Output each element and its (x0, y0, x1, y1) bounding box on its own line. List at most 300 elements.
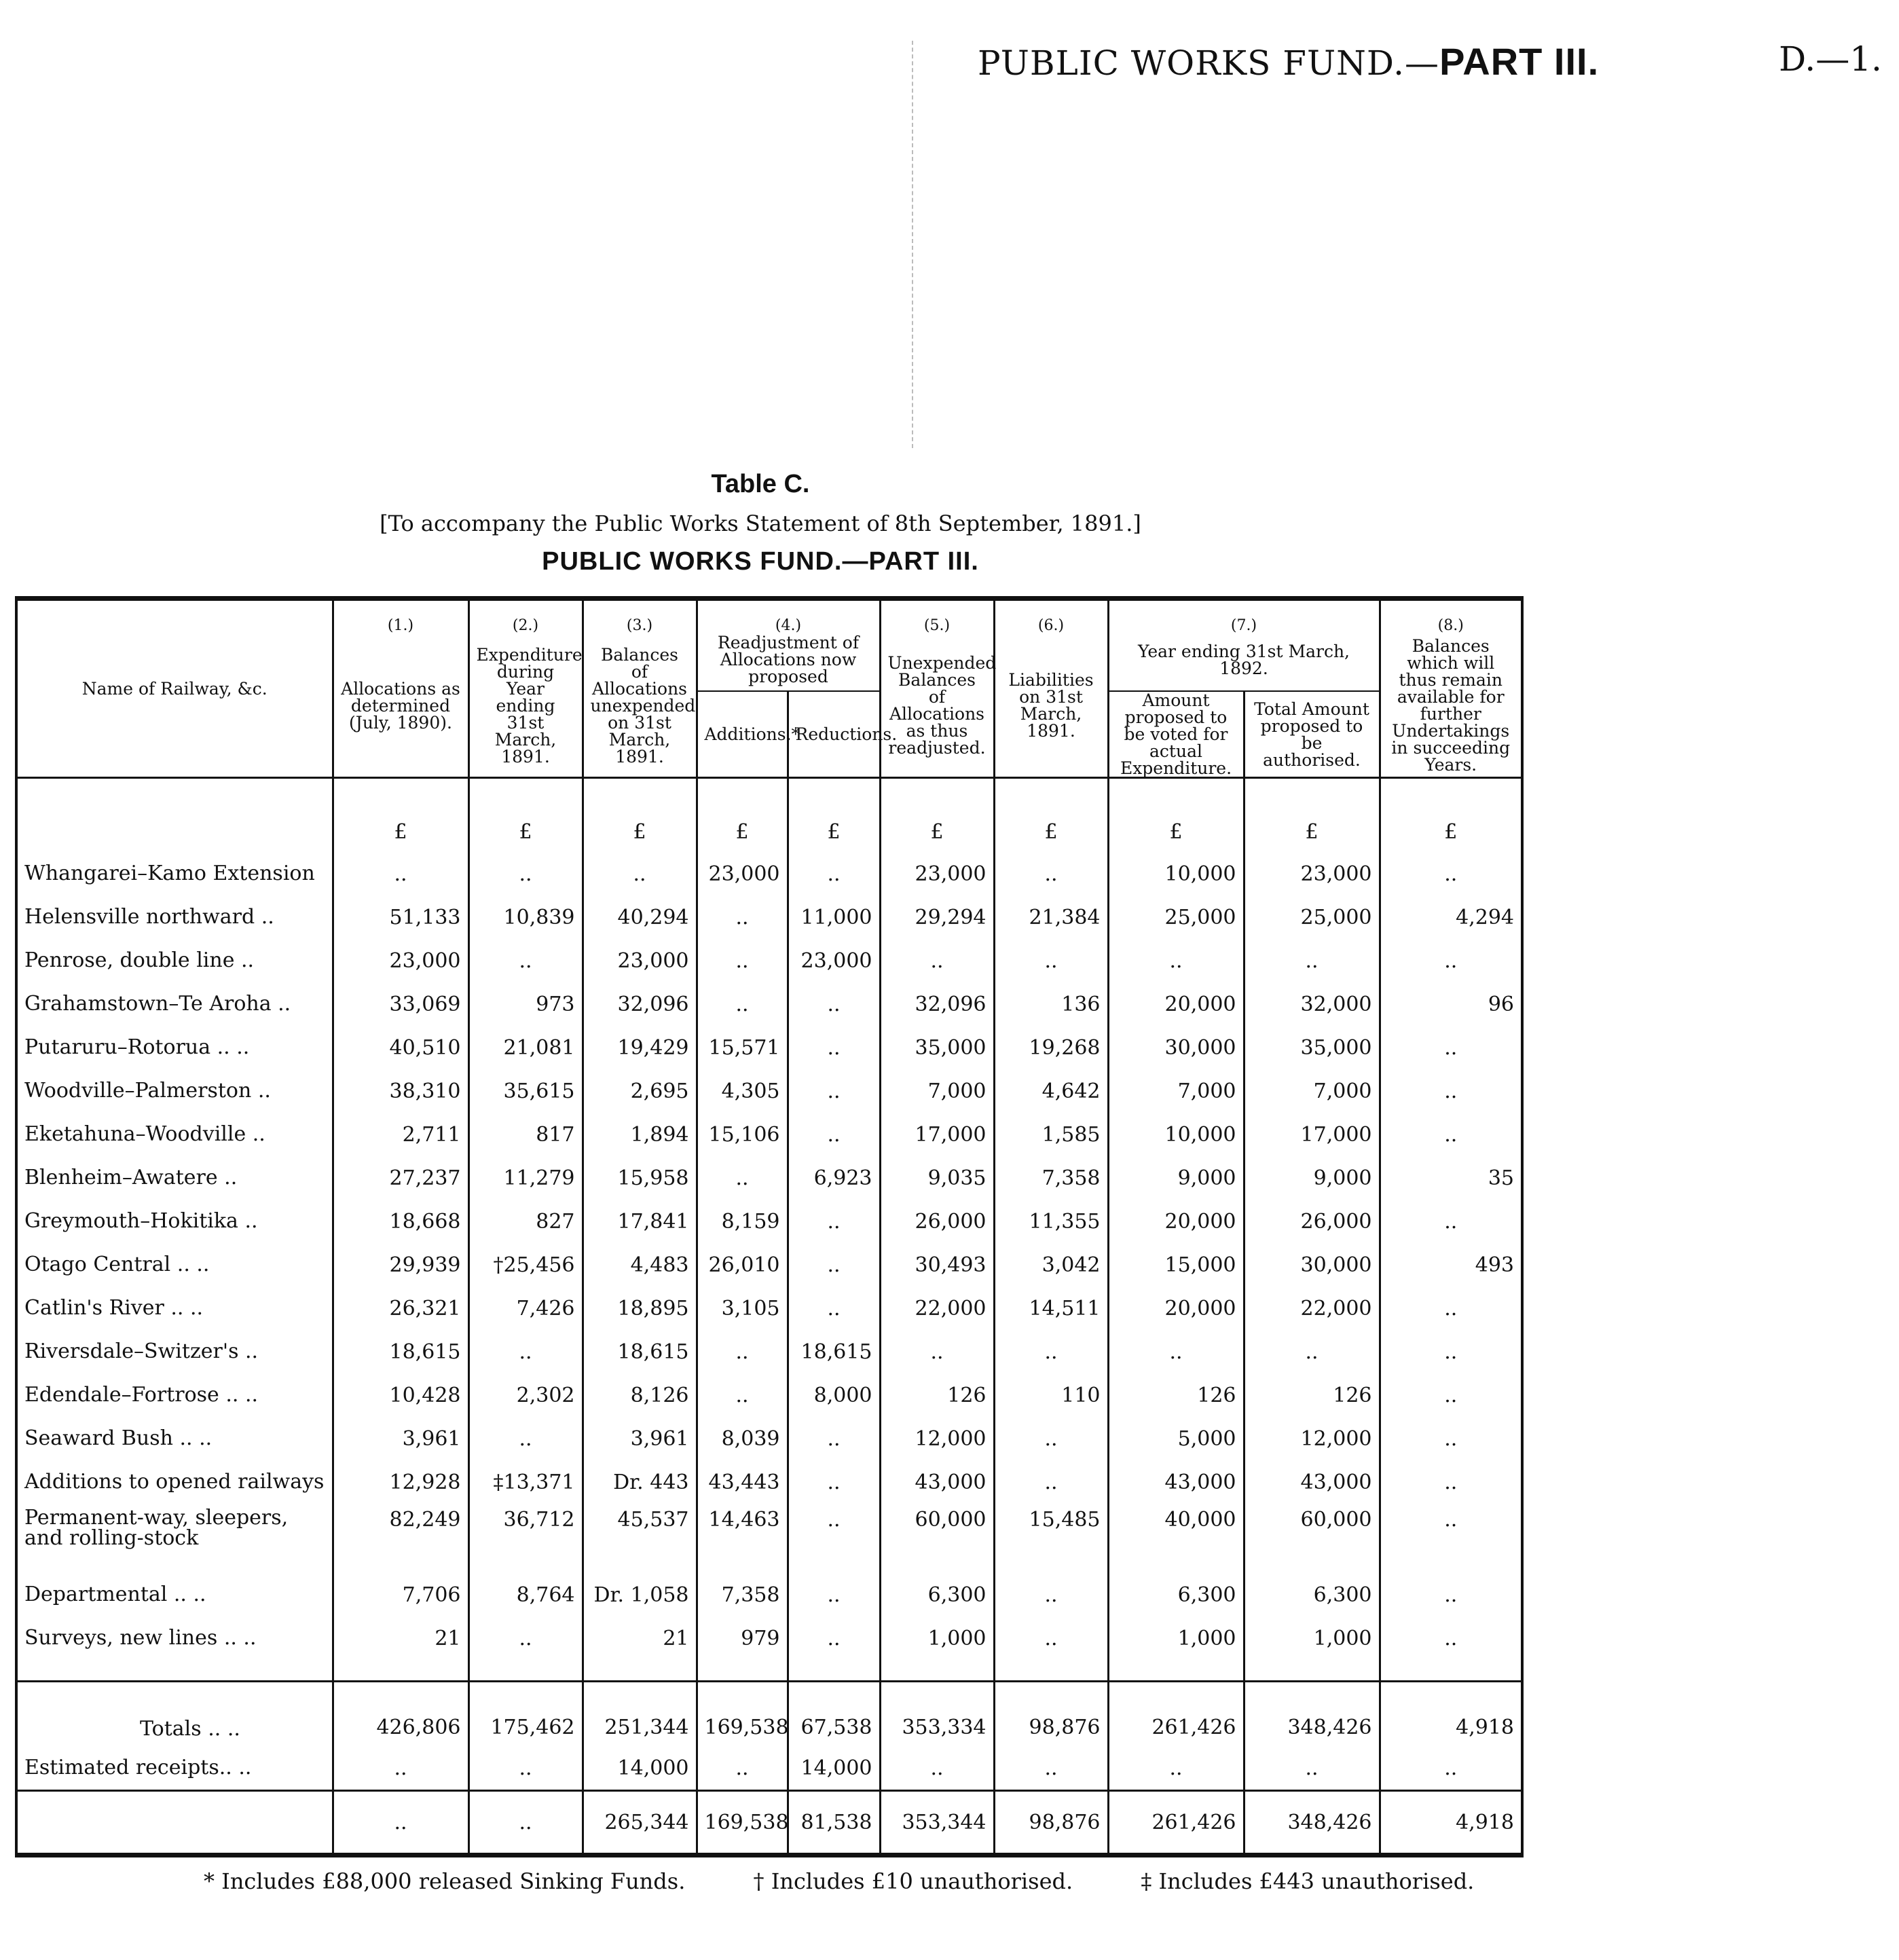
cell-c2: 10,839 (468, 895, 583, 939)
cell-c7a: 1,000 (1108, 1616, 1244, 1660)
cell-c1: 18,615 (333, 1330, 468, 1373)
cell-c1: 51,133 (333, 895, 468, 939)
cell-c8: .. (1380, 1330, 1522, 1373)
cell-c4b: 6,923 (788, 1156, 880, 1200)
railway-name: Permanent-way, sleepers, and rolling-stock (16, 1504, 333, 1573)
cell-c3: 32,096 (583, 982, 697, 1026)
estimated-c6: .. (994, 1746, 1108, 1791)
cell-c6: 3,042 (994, 1243, 1108, 1287)
grand-c2: .. (468, 1791, 583, 1855)
grand-label-blank (16, 1791, 333, 1855)
cell-c2: 8,764 (468, 1573, 583, 1616)
cell-c5: 17,000 (880, 1113, 994, 1156)
spacer-cell (697, 1660, 788, 1682)
cell-c8: .. (1380, 852, 1522, 895)
cell-c7a: 7,000 (1108, 1069, 1244, 1113)
table-subtitle: [To accompany the Public Works Statement of 8th September, 1891.] (380, 511, 1141, 536)
cell-c2: 36,712 (468, 1504, 583, 1573)
cell-c1: 33,069 (333, 982, 468, 1026)
cell-c3: Dr. 443 (583, 1460, 697, 1504)
cell-c6: 136 (994, 982, 1108, 1026)
spacer-cell (994, 1660, 1108, 1682)
table-row (16, 1504, 1522, 1573)
cell-c2: .. (468, 852, 583, 895)
cell-c7b: 23,000 (1244, 852, 1380, 895)
cell-c2: ‡13,371 (468, 1460, 583, 1504)
railway-name: Helensville northward .. (16, 895, 333, 939)
cell-c5: 23,000 (880, 852, 994, 895)
table-row (16, 939, 1522, 982)
cell-c8: 96 (1380, 982, 1522, 1026)
railway-name: Departmental .. .. (16, 1573, 333, 1616)
col5-number: (5.) (880, 599, 994, 635)
cell-c3: 4,483 (583, 1243, 697, 1287)
cell-c1: 82,249 (333, 1504, 468, 1573)
cell-c6: .. (994, 852, 1108, 895)
col8-number: (8.) (1380, 599, 1522, 635)
running-head (978, 39, 1599, 84)
cell-c7b: .. (1244, 939, 1380, 982)
col-header-amount-voted: Amount proposed to be voted for actual Expenditure. (1108, 691, 1244, 778)
table-row (16, 1156, 1522, 1200)
cell-c5: 32,096 (880, 982, 994, 1026)
estimated-c5: .. (880, 1746, 994, 1791)
cell-c4a: 8,159 (697, 1200, 788, 1243)
cell-c8: .. (1380, 1504, 1522, 1573)
footnote-dagger: † Includes £10 unauthorised. (753, 1868, 1073, 1894)
cell-c7a: .. (1108, 939, 1244, 982)
allocations-table (15, 596, 1524, 1857)
table-wrapper (15, 596, 1521, 1857)
col-header-liabilities: Liabilities on 31st March, 1891. (994, 634, 1108, 778)
grand-c4a: 169,538 (697, 1791, 788, 1855)
totals-c7a: 261,426 (1108, 1682, 1244, 1747)
unit-symbol: £ (697, 778, 788, 853)
cell-c4a: .. (697, 895, 788, 939)
cell-c8: .. (1380, 1200, 1522, 1243)
cell-c5: 29,294 (880, 895, 994, 939)
cell-c7a: 5,000 (1108, 1417, 1244, 1460)
cell-c8: .. (1380, 1460, 1522, 1504)
cell-c7a: 40,000 (1108, 1504, 1244, 1573)
cell-c7a: 30,000 (1108, 1026, 1244, 1069)
table-row (16, 1373, 1522, 1417)
cell-c7a: 6,300 (1108, 1573, 1244, 1616)
cell-c2: †25,456 (468, 1243, 583, 1287)
cell-c6: .. (994, 1460, 1108, 1504)
cell-c5: .. (880, 1330, 994, 1373)
table-row (16, 1243, 1522, 1287)
cell-c2: .. (468, 1616, 583, 1660)
cell-c6: 14,511 (994, 1287, 1108, 1330)
cell-c2: 817 (468, 1113, 583, 1156)
cell-c7b: 126 (1244, 1373, 1380, 1417)
col1-number: (1.) (333, 599, 468, 635)
units-row (16, 778, 1522, 853)
cell-c3: .. (583, 852, 697, 895)
cell-c7b: 6,300 (1244, 1573, 1380, 1616)
table-row (16, 982, 1522, 1026)
col-header-total-authorised: Total Amount proposed to be authorised. (1244, 691, 1380, 778)
spacer-cell (788, 1660, 880, 1682)
cell-c1: 10,428 (333, 1373, 468, 1417)
col7-number: (7.) (1108, 599, 1380, 635)
cell-c5: 30,493 (880, 1243, 994, 1287)
cell-c2: 2,302 (468, 1373, 583, 1417)
cell-c8: .. (1380, 1373, 1522, 1417)
cell-c8: .. (1380, 939, 1522, 982)
railway-name: Greymouth–Hokitika .. (16, 1200, 333, 1243)
cell-c4b: .. (788, 1616, 880, 1660)
unit-symbol: £ (333, 778, 468, 853)
unit-symbol: £ (788, 778, 880, 853)
cell-c5: 7,000 (880, 1069, 994, 1113)
table-row (16, 895, 1522, 939)
cell-c7b: 9,000 (1244, 1156, 1380, 1200)
running-title: PUBLIC WORKS FUND.— (978, 43, 1440, 83)
page-code: D.—1. (1779, 39, 1882, 79)
unit-symbol: £ (880, 778, 994, 853)
table-title: Table C. (711, 470, 810, 498)
cell-c2: 35,615 (468, 1069, 583, 1113)
cell-c4a: .. (697, 1156, 788, 1200)
table-heading: PUBLIC WORKS FUND.—PART III. (542, 547, 979, 576)
spacer-cell (1244, 1660, 1380, 1682)
cell-c4a: 4,305 (697, 1069, 788, 1113)
cell-c6: 110 (994, 1373, 1108, 1417)
totals-c4b: 67,538 (788, 1682, 880, 1747)
railway-name: Penrose, double line .. (16, 939, 333, 982)
cell-c7b: 35,000 (1244, 1026, 1380, 1069)
cell-c1: .. (333, 852, 468, 895)
cell-c7a: 25,000 (1108, 895, 1244, 939)
cell-c6: 4,642 (994, 1069, 1108, 1113)
cell-c4b: .. (788, 1460, 880, 1504)
cell-c7b: 22,000 (1244, 1287, 1380, 1330)
cell-c1: 21 (333, 1616, 468, 1660)
railway-name: Blenheim–Awatere .. (16, 1156, 333, 1200)
cell-c6: .. (994, 1616, 1108, 1660)
cell-c4a: 14,463 (697, 1504, 788, 1573)
cell-c4a: 8,039 (697, 1417, 788, 1460)
cell-c8: .. (1380, 1113, 1522, 1156)
cell-c1: 29,939 (333, 1243, 468, 1287)
estimated-label: Estimated receipts.. .. (16, 1746, 333, 1791)
cell-c8: .. (1380, 1026, 1522, 1069)
cell-c7b: 12,000 (1244, 1417, 1380, 1460)
cell-c5: 12,000 (880, 1417, 994, 1460)
table-row (16, 852, 1522, 895)
footnote-sinking-funds: * Includes £88,000 released Sinking Funds. (204, 1868, 686, 1894)
cell-c2: 973 (468, 982, 583, 1026)
unit-symbol: £ (1108, 778, 1244, 853)
estimated-receipts-row (16, 1746, 1522, 1791)
cell-c2: 21,081 (468, 1026, 583, 1069)
cell-c7a: 20,000 (1108, 1200, 1244, 1243)
cell-c8: 35 (1380, 1156, 1522, 1200)
cell-c7a: 9,000 (1108, 1156, 1244, 1200)
cell-c6: 1,585 (994, 1113, 1108, 1156)
cell-c7a: 15,000 (1108, 1243, 1244, 1287)
table-row (16, 1330, 1522, 1373)
railway-name: Catlin's River .. .. (16, 1287, 333, 1330)
col-header-unexpended: Unexpended Balances of Allocations as thus readjusted. (880, 634, 994, 778)
col-header-name: Name of Railway, &c. (16, 599, 333, 778)
cell-c1: 27,237 (333, 1156, 468, 1200)
header-row-top (16, 599, 1522, 635)
cell-c4a: .. (697, 982, 788, 1026)
grand-total-row (16, 1791, 1522, 1855)
totals-c3: 251,344 (583, 1682, 697, 1747)
totals-row (16, 1682, 1522, 1747)
cell-c4b: .. (788, 1287, 880, 1330)
cell-c3: 1,894 (583, 1113, 697, 1156)
col-header-remaining-balances: Balances which will thus remain available for further Undertakings in succeeding Years. (1380, 634, 1522, 778)
spacer-cell (333, 1660, 468, 1682)
cell-c7b: 32,000 (1244, 982, 1380, 1026)
cell-c7b: 30,000 (1244, 1243, 1380, 1287)
table-totals (16, 1682, 1522, 1855)
cell-c5: 60,000 (880, 1504, 994, 1573)
cell-c3: 15,958 (583, 1156, 697, 1200)
cell-c5: 126 (880, 1373, 994, 1417)
totals-c4a: 169,538 (697, 1682, 788, 1747)
table-row (16, 1113, 1522, 1156)
table-row (16, 1417, 1522, 1460)
cell-c1: 26,321 (333, 1287, 468, 1330)
cell-c1: 23,000 (333, 939, 468, 982)
cell-c6: 19,268 (994, 1026, 1108, 1069)
spacer-cell (1108, 1660, 1244, 1682)
cell-c7a: 20,000 (1108, 982, 1244, 1026)
cell-c1: 40,510 (333, 1026, 468, 1069)
estimated-c3: 14,000 (583, 1746, 697, 1791)
cell-c4b: .. (788, 1113, 880, 1156)
railway-name: Edendale–Fortrose .. .. (16, 1373, 333, 1417)
grand-c1: .. (333, 1791, 468, 1855)
railway-name: Grahamstown–Te Aroha .. (16, 982, 333, 1026)
cell-c2: .. (468, 1417, 583, 1460)
estimated-c7b: .. (1244, 1746, 1380, 1791)
table-row (16, 1616, 1522, 1660)
unit-symbol: £ (1244, 778, 1380, 853)
cell-c2: .. (468, 1330, 583, 1373)
spacer-cell (880, 1660, 994, 1682)
railway-name: Otago Central .. .. (16, 1243, 333, 1287)
table-row (16, 1573, 1522, 1616)
cell-c4b: 18,615 (788, 1330, 880, 1373)
unit-symbol: £ (468, 778, 583, 853)
table-row (16, 1460, 1522, 1504)
cell-c4b: .. (788, 1243, 880, 1287)
grand-c7a: 261,426 (1108, 1791, 1244, 1855)
cell-c7b: 43,000 (1244, 1460, 1380, 1504)
cell-c3: 23,000 (583, 939, 697, 982)
cell-c4b: .. (788, 852, 880, 895)
cell-c5: 26,000 (880, 1200, 994, 1243)
cell-c4a: 979 (697, 1616, 788, 1660)
cell-c3: 8,126 (583, 1373, 697, 1417)
cell-c4a: .. (697, 1330, 788, 1373)
cell-c8: .. (1380, 1069, 1522, 1113)
cell-c3: Dr. 1,058 (583, 1573, 697, 1616)
cell-c7b: 25,000 (1244, 895, 1380, 939)
table-row (16, 1287, 1522, 1330)
cell-c8: .. (1380, 1287, 1522, 1330)
cell-c8: 493 (1380, 1243, 1522, 1287)
cell-c3: 18,615 (583, 1330, 697, 1373)
estimated-c4a: .. (697, 1746, 788, 1791)
grand-c7b: 348,426 (1244, 1791, 1380, 1855)
cell-c4a: 26,010 (697, 1243, 788, 1287)
cell-c4b: .. (788, 1504, 880, 1573)
cell-c7a: 43,000 (1108, 1460, 1244, 1504)
cell-c7b: 7,000 (1244, 1069, 1380, 1113)
railway-name: Surveys, new lines .. .. (16, 1616, 333, 1660)
cell-c5: 22,000 (880, 1287, 994, 1330)
estimated-c7a: .. (1108, 1746, 1244, 1791)
cell-c7a: 20,000 (1108, 1287, 1244, 1330)
cell-c4b: 11,000 (788, 895, 880, 939)
cell-c8: 4,294 (1380, 895, 1522, 939)
table-row (16, 1069, 1522, 1113)
totals-c5: 353,334 (880, 1682, 994, 1747)
running-part: PART III. (1439, 40, 1600, 83)
cell-c7a: .. (1108, 1330, 1244, 1373)
cell-c4a: .. (697, 939, 788, 982)
cell-c8: .. (1380, 1616, 1522, 1660)
cell-c6: 15,485 (994, 1504, 1108, 1573)
grand-c8: 4,918 (1380, 1791, 1522, 1855)
spacer-cell (16, 1660, 333, 1682)
cell-c5: 9,035 (880, 1156, 994, 1200)
cell-c4b: .. (788, 1417, 880, 1460)
cell-c1: 38,310 (333, 1069, 468, 1113)
totals-c6: 98,876 (994, 1682, 1108, 1747)
grand-c6: 98,876 (994, 1791, 1108, 1855)
cell-c5: 6,300 (880, 1573, 994, 1616)
railway-name: Seaward Bush .. .. (16, 1417, 333, 1460)
cell-c4b: .. (788, 1069, 880, 1113)
cell-c7b: .. (1244, 1330, 1380, 1373)
cell-c4b: .. (788, 1200, 880, 1243)
totals-c2: 175,462 (468, 1682, 583, 1747)
cell-c4b: 8,000 (788, 1373, 880, 1417)
railway-name: Riversdale–Switzer's .. (16, 1330, 333, 1373)
grand-c3: 265,344 (583, 1791, 697, 1855)
cell-c4a: 23,000 (697, 852, 788, 895)
col-header-additions: Additions.* (697, 691, 788, 778)
unit-symbol: £ (583, 778, 697, 853)
cell-c4b: .. (788, 982, 880, 1026)
cell-c2: 7,426 (468, 1287, 583, 1330)
cell-c6: .. (994, 939, 1108, 982)
col-header-expenditure: Expenditure during Year ending 31st March, 1891. (468, 634, 583, 778)
cell-c6: .. (994, 1573, 1108, 1616)
cell-c3: 45,537 (583, 1504, 697, 1573)
cell-c8: .. (1380, 1417, 1522, 1460)
cell-c2: 827 (468, 1200, 583, 1243)
cell-c3: 21 (583, 1616, 697, 1660)
cell-c3: 3,961 (583, 1417, 697, 1460)
railway-name: Eketahuna–Woodville .. (16, 1113, 333, 1156)
estimated-c4b: 14,000 (788, 1746, 880, 1791)
cell-c4a: 3,105 (697, 1287, 788, 1330)
cell-c1: 18,668 (333, 1200, 468, 1243)
cell-c1: 12,928 (333, 1460, 468, 1504)
cell-c1: 7,706 (333, 1573, 468, 1616)
cell-c4b: .. (788, 1573, 880, 1616)
cell-c2: .. (468, 939, 583, 982)
col3-number: (3.) (583, 599, 697, 635)
cell-c1: 3,961 (333, 1417, 468, 1460)
cell-c3: 18,895 (583, 1287, 697, 1330)
cell-c4a: 7,358 (697, 1573, 788, 1616)
grand-c5: 353,344 (880, 1791, 994, 1855)
spacer-row (16, 1660, 1522, 1682)
table-body (16, 778, 1522, 1682)
spacer-cell (468, 1660, 583, 1682)
totals-c7b: 348,426 (1244, 1682, 1380, 1747)
table-row (16, 1200, 1522, 1243)
units-cell-blank (16, 778, 333, 853)
cell-c5: .. (880, 939, 994, 982)
cell-c3: 2,695 (583, 1069, 697, 1113)
cell-c6: 7,358 (994, 1156, 1108, 1200)
totals-c1: 426,806 (333, 1682, 468, 1747)
cell-c3: 19,429 (583, 1026, 697, 1069)
railway-name: Whangarei–Kamo Extension (16, 852, 333, 895)
totals-label: Totals .. .. (16, 1682, 333, 1747)
spacer-cell (583, 1660, 697, 1682)
col-header-allocations: Allocations as determined (July, 1890). (333, 634, 468, 778)
footnote-double-dagger: ‡ Includes £443 unauthorised. (1141, 1868, 1475, 1894)
cell-c6: 11,355 (994, 1200, 1108, 1243)
col-header-reductions: Reductions. (788, 691, 880, 778)
cell-c4b: .. (788, 1026, 880, 1069)
cell-c3: 40,294 (583, 895, 697, 939)
col-header-year-ending: Year ending 31st March, 1892. (1108, 634, 1380, 691)
totals-c8: 4,918 (1380, 1682, 1522, 1747)
cell-c4a: 15,571 (697, 1026, 788, 1069)
cell-c7b: 60,000 (1244, 1504, 1380, 1573)
cell-c4a: 43,443 (697, 1460, 788, 1504)
cell-c6: .. (994, 1330, 1108, 1373)
cell-c6: .. (994, 1417, 1108, 1460)
page-fold-line (912, 41, 914, 448)
unit-symbol: £ (994, 778, 1108, 853)
cell-c4b: 23,000 (788, 939, 880, 982)
cell-c7b: 26,000 (1244, 1200, 1380, 1243)
cell-c7a: 126 (1108, 1373, 1244, 1417)
spacer-cell (1380, 1660, 1522, 1682)
railway-name: Putaruru–Rotorua .. .. (16, 1026, 333, 1069)
railway-name: Woodville–Palmerston .. (16, 1069, 333, 1113)
cell-c8: .. (1380, 1573, 1522, 1616)
railway-name: Additions to opened railways (16, 1460, 333, 1504)
col-header-readjustment: Readjustment of Allocations now proposed (697, 634, 880, 691)
cell-c7a: 10,000 (1108, 1113, 1244, 1156)
table-row (16, 1026, 1522, 1069)
cell-c7b: 17,000 (1244, 1113, 1380, 1156)
cell-c5: 35,000 (880, 1026, 994, 1069)
unit-symbol: £ (1380, 778, 1522, 853)
cell-c4a: .. (697, 1373, 788, 1417)
col6-number: (6.) (994, 599, 1108, 635)
cell-c3: 17,841 (583, 1200, 697, 1243)
col4-number: (4.) (697, 599, 880, 635)
col2-number: (2.) (468, 599, 583, 635)
